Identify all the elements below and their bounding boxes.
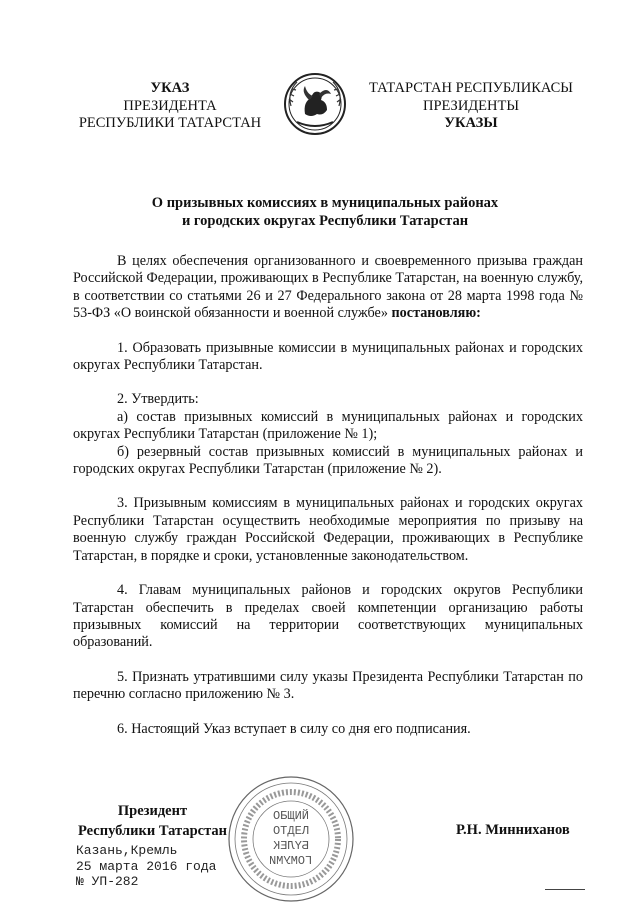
seal-line-3: БҮЛЕК bbox=[272, 839, 309, 853]
decree-number: № УП-282 bbox=[76, 874, 139, 889]
signatory-name: Р.Н. Минниханов bbox=[456, 822, 570, 838]
signatory-title bbox=[78, 801, 227, 841]
preamble-paragraph bbox=[73, 253, 583, 323]
decree-place: Казань,Кремль bbox=[76, 843, 178, 858]
decree-body bbox=[73, 253, 583, 738]
header-right-line-3: УКАЗЫ bbox=[444, 115, 498, 131]
preamble-text: В целях обеспечения организованного и своевременного призыва граждан Российской Федерации, проживающих в Республике Татарстан, на военную службу, в соответствии со статьями 26 и 27 Федерального закона от 28 марта 1998 года № 53-ФЗ «О воинской обязанности и военной службе» bbox=[73, 253, 583, 322]
title-line-2: и городских округах Республики Татарстан bbox=[181, 213, 469, 229]
clause-6: 6. Настоящий Указ вступает в силу со дня его подписания. bbox=[117, 720, 471, 737]
header-right bbox=[362, 80, 580, 133]
signatory-title-line-2: Республики Татарстан bbox=[78, 823, 227, 839]
header-right-line-1: ТАТАРСТАН РЕСПУБЛИКАСЫ bbox=[369, 80, 573, 96]
decree-date: 25 марта 2016 года bbox=[76, 858, 217, 874]
seal-line-2: ОТДЕЛ bbox=[272, 824, 309, 838]
clause-1: 1. Образовать призывные комиссии в муниципальных районах и городских округах Республики Татарстан. bbox=[73, 339, 583, 374]
decree-title bbox=[60, 194, 590, 230]
tatarstan-coat-of-arms-icon bbox=[283, 72, 347, 136]
title-line-1: О призывных комиссиях в муниципальных районах bbox=[151, 195, 499, 211]
clause-2b: б) резервный состав призывных комиссий в муниципальных районах и городских округах Республики Татарстан (приложение № 2). bbox=[73, 443, 583, 478]
header-left-line-2: ПРЕЗИДЕНТА bbox=[123, 97, 217, 114]
clause-3: 3. Призывным комиссиям в муниципальных районах и городских округах Республики Татарстан осуществить необходимые мероприятия по призыву на военную службу граждан Российской Федерации, проживающих в Республике Татарстан, в порядке и сроки, установленные законодательством. bbox=[73, 495, 583, 564]
footer-dash bbox=[545, 889, 585, 890]
header-left-line-3: РЕСПУБЛИКИ ТАТАРСТАН bbox=[78, 115, 262, 131]
signatory-title-line-1: Президент bbox=[117, 803, 188, 819]
seal-text bbox=[255, 809, 327, 869]
header-left-line-1: УКАЗ bbox=[150, 80, 190, 96]
seal-line-4: ГОМУМИ bbox=[269, 854, 313, 868]
clause-2a: а) состав призывных комиссий в муниципальных районах и городских округах Республики Татарстан (приложение № 1); bbox=[73, 408, 583, 443]
decree-meta bbox=[76, 843, 216, 890]
clause-2: 2. Утвердить: bbox=[117, 391, 199, 408]
header-right-line-2: ПРЕЗИДЕНТЫ bbox=[422, 97, 520, 114]
seal-line-1: ОБЩИЙ bbox=[272, 809, 309, 823]
clause-4: 4. Главам муниципальных районов и городских округов Республики Татарстан обеспечить в пределах своей компетенции организацию работы призывных комиссий на территории соответствующих муниципальных образований. bbox=[73, 582, 583, 651]
header-left bbox=[70, 80, 270, 133]
clause-5: 5. Признать утратившими силу указы Президента Республики Татарстан по перечню согласно приложению № 3. bbox=[73, 668, 583, 703]
decree-word: постановляю: bbox=[391, 305, 481, 322]
